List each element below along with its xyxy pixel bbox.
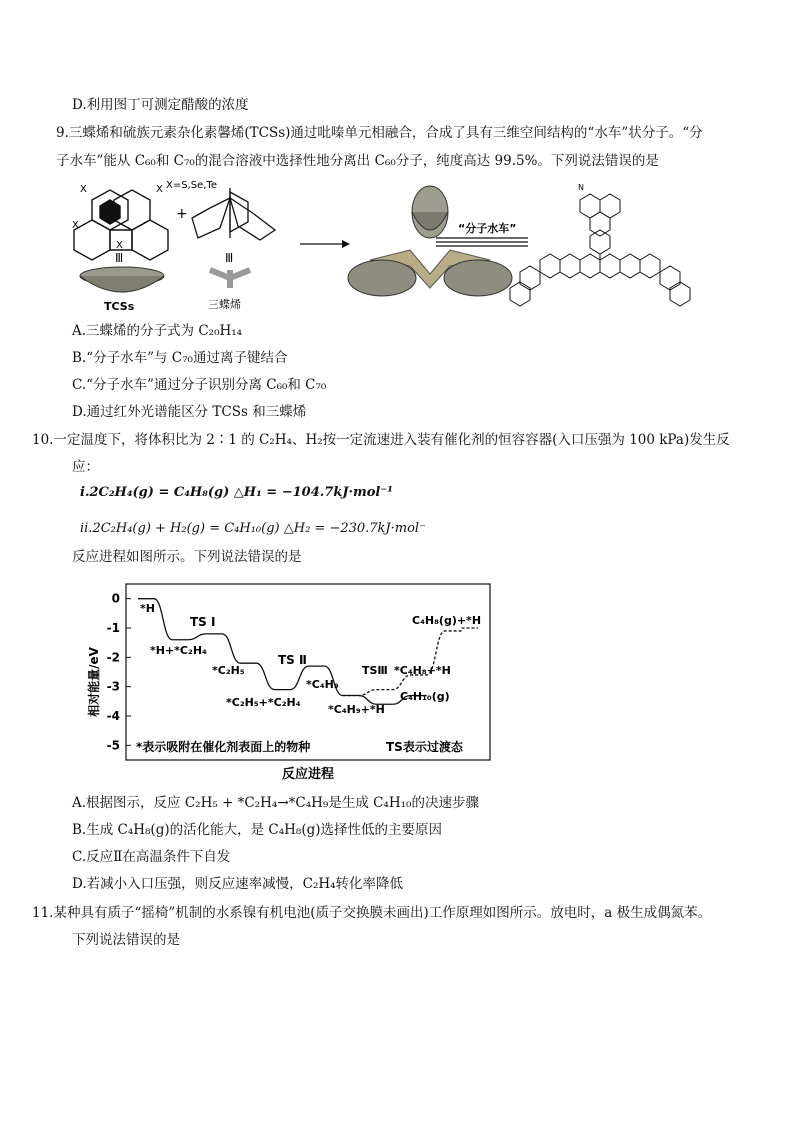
q10-equation-1: i.2C₂H₄(g) = C₄H₈(g) △H₁ = −104.7kJ·mol⁻¹ — [80, 485, 393, 500]
waterwheel-model — [348, 186, 512, 296]
label-h: *H — [140, 602, 155, 615]
y-tick-label: -1 — [106, 621, 120, 635]
x-atom-4: X — [116, 240, 123, 251]
q9-option-d: D.通过红外光谱能区分 TCSs 和三蝶烯 — [72, 404, 307, 420]
x-axis-label: 反应进程 — [281, 767, 335, 782]
q10-option-a: A.根据图示，反应 C₂H₅ + *C₂H₄→*C₄H₉是生成 C₄H₁₀的决速步骤 — [72, 795, 479, 811]
n-atom: N — [578, 183, 584, 192]
label-c4h8g: C₄H₈(g)+*H — [412, 614, 482, 627]
q9-option-b: B.“分子水车”与 C₇₀通过离子键结合 — [72, 350, 288, 366]
y-tick-label: -4 — [106, 709, 120, 723]
q10-stem-line1: 10.一定温度下，将体积比为 2∶1 的 C₂H₄、H₂按一定流速进入装有催化剂的恒容容器(入口压强为 100 kPa)发生反 — [32, 432, 730, 448]
q10-option-b: B.生成 C₄H₈(g)的活化能大，是 C₄H₈(g)选择性低的主要原因 — [72, 822, 442, 838]
y-tick-label: -3 — [106, 679, 120, 694]
q11-stem-line2: 下列说法错误的是 — [72, 932, 180, 948]
energy-diagram — [86, 576, 496, 786]
waterwheel-molecule — [510, 194, 690, 306]
q9-option-a: A.三蝶烯的分子式为 C₂₀H₁₄ — [72, 323, 243, 339]
y-tick-label: 0 — [111, 591, 120, 606]
label-c4h10: C₄H₁₀(g) — [400, 690, 450, 703]
label-ts3: TSⅢ — [362, 664, 388, 677]
equiv-symbol-2: Ⅲ — [225, 251, 234, 265]
legend-note: *表示吸附在催化剂表面上的物种 — [136, 740, 311, 754]
q9-stem-line2: 子水车”能从 C₆₀和 C₇₀的混合溶液中选择性地分离出 C₆₀分子，纯度高达 99.5%。下列说法错误的是 — [56, 153, 659, 169]
q11-stem-line1: 11.某种具有质子“摇椅”机制的水系镍有机电池(质子交换膜未画出)工作原理如图所示。放电时，a 极生成偶氮苯。 — [32, 905, 712, 921]
x-atom-2: X — [156, 184, 163, 195]
y-axis-label: 相对能量/eV — [87, 647, 101, 717]
label-c2h5: *C₂H₅ — [212, 664, 245, 677]
y-tick-label: -2 — [106, 650, 120, 665]
label-ts1: TS Ⅰ — [190, 615, 216, 629]
label-c4h9-h: *C₄H₉+*H — [328, 703, 385, 716]
tcss-label: TCSs — [104, 300, 135, 313]
label-c2h5-c2h4: *C₂H₅+*C₂H₄ — [226, 696, 301, 709]
q10-chart-intro: 反应进程如图所示。下列说法错误的是 — [72, 549, 302, 565]
label-c4h8-h: *C₄H₈+*H — [394, 664, 451, 677]
q9-stem-line1: 9.三蝶烯和硫族元素杂化素馨烯(TCSs)通过吡嗪单元相融合，合成了具有三维空间结构的“水车”状分子。“分 — [56, 125, 703, 141]
q10-equation-2: ii.2C₂H₄(g) + H₂(g) = C₄H₁₀(g) △H₂ = −230.7kJ·mol⁻ — [80, 521, 426, 536]
label-c4h9: *C₄H₉ — [306, 678, 339, 691]
equiv-symbol-1: Ⅲ — [115, 251, 124, 265]
x-atom-3: X — [72, 220, 79, 231]
ts-note: TS表示过渡态 — [386, 740, 463, 754]
q9-figure — [70, 178, 740, 313]
q10-stem-line2: 应： — [72, 459, 99, 475]
plus-sign: + — [176, 206, 188, 222]
series-dashed-line — [343, 628, 478, 695]
triptycene-label: 三蝶烯 — [208, 298, 241, 311]
waterwheel-label: “分子水车” — [458, 222, 517, 235]
triptycene-shape — [210, 270, 250, 288]
q8-option-d: D.利用图丁可测定醋酸的浓度 — [72, 97, 249, 113]
label-h-c2h4: *H+*C₂H₄ — [150, 644, 207, 657]
label-ts2: TS Ⅱ — [278, 653, 307, 667]
y-tick-label: -5 — [106, 738, 120, 753]
q10-option-d: D.若减小入口压强，则反应速率减慢，C₂H₄转化率降低 — [72, 876, 404, 892]
triptycene-molecule — [192, 188, 275, 240]
x-atom-1: X — [80, 184, 87, 195]
q10-option-c: C.反应Ⅱ在高温条件下自发 — [72, 849, 231, 865]
q9-option-c: C.“分子水车”通过分子识别分离 C₆₀和 C₇₀ — [72, 377, 327, 393]
x-definition: X=S,Se,Te — [166, 180, 217, 191]
